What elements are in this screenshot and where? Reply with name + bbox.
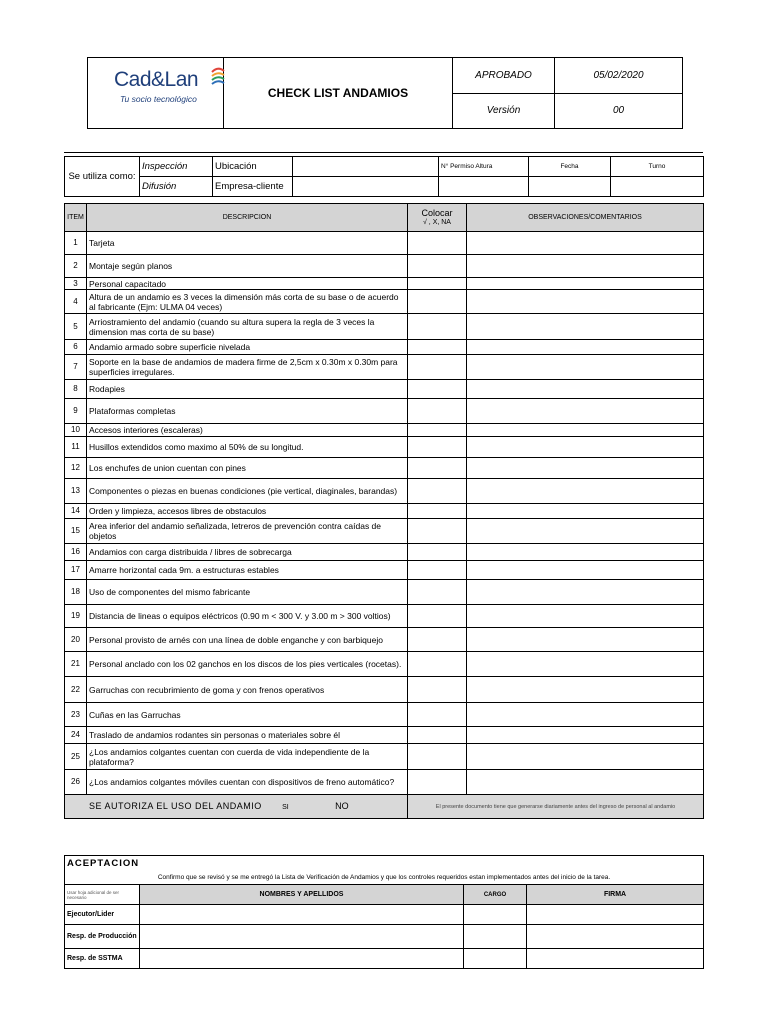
item-observation-field[interactable] xyxy=(467,519,704,544)
item-mark-field[interactable] xyxy=(408,255,467,278)
item-number: 2 xyxy=(65,255,87,278)
page-title: CHECK LIST ANDAMIOS xyxy=(224,58,453,129)
logo-swirl-icon xyxy=(210,66,226,88)
item-observation-field[interactable] xyxy=(467,652,704,677)
names-header: NOMBRES Y APELLIDOS xyxy=(140,885,464,905)
logo-cell xyxy=(88,58,224,129)
signature-header: FIRMA xyxy=(527,885,704,905)
item-number: 15 xyxy=(65,519,87,544)
executor-signature-field[interactable] xyxy=(527,905,704,925)
table-row xyxy=(65,424,704,437)
item-observation-field[interactable] xyxy=(467,399,704,424)
item-mark-field[interactable] xyxy=(408,479,467,504)
item-mark-field[interactable] xyxy=(408,677,467,703)
item-mark-field[interactable] xyxy=(408,605,467,628)
extra-sheet-note: Usar hoja adicional de ser necesario xyxy=(65,885,140,905)
col-description-header: DESCRIPCION xyxy=(87,204,408,232)
authorize-no[interactable]: NO xyxy=(335,800,349,811)
sstma-signature-field[interactable] xyxy=(527,949,704,969)
permit-field[interactable] xyxy=(439,177,529,197)
production-position-field[interactable] xyxy=(464,925,527,949)
table-row xyxy=(65,479,704,504)
item-mark-field[interactable] xyxy=(408,399,467,424)
table-row xyxy=(65,278,704,290)
checklist-table xyxy=(64,203,704,819)
table-row xyxy=(65,314,704,340)
item-number: 22 xyxy=(65,677,87,703)
item-number: 7 xyxy=(65,355,87,380)
item-observation-field[interactable] xyxy=(467,355,704,380)
executor-position-field[interactable] xyxy=(464,905,527,925)
item-observation-field[interactable] xyxy=(467,628,704,652)
item-observation-field[interactable] xyxy=(467,479,704,504)
item-number: 11 xyxy=(65,437,87,458)
table-row xyxy=(65,380,704,399)
item-number: 24 xyxy=(65,727,87,744)
item-number: 1 xyxy=(65,232,87,255)
authorize-yes[interactable]: SI xyxy=(282,803,289,811)
item-mark-field[interactable] xyxy=(408,703,467,727)
item-mark-field[interactable] xyxy=(408,519,467,544)
item-number: 5 xyxy=(65,314,87,340)
item-description: Rodapies xyxy=(87,380,408,399)
item-mark-field[interactable] xyxy=(408,380,467,399)
executor-name-field[interactable] xyxy=(140,905,464,925)
logo: Cad&Lan xyxy=(114,68,199,91)
item-mark-field[interactable] xyxy=(408,628,467,652)
item-description: Accesos interiores (escaleras) xyxy=(87,424,408,437)
version-value: 00 xyxy=(555,93,683,129)
table-row xyxy=(65,437,704,458)
item-observation-field[interactable] xyxy=(467,278,704,290)
authorize-cell xyxy=(65,795,408,819)
item-description: Garruchas con recubrimiento de goma y con frenos operativos xyxy=(87,677,408,703)
diffusion-label: Difusión xyxy=(140,177,213,197)
location-label: Ubicación xyxy=(213,157,293,177)
item-observation-field[interactable] xyxy=(467,380,704,399)
item-description: Amarre horizontal cada 9m. a estructuras estables xyxy=(87,561,408,580)
item-description: Montaje según planos xyxy=(87,255,408,278)
item-observation-field[interactable] xyxy=(467,290,704,314)
item-mark-field[interactable] xyxy=(408,561,467,580)
item-description: Altura de un andamio es 3 veces la dimensión más corta de su base o de acuerdo al fabricante (Ejm: ULMA 04 veces) xyxy=(87,290,408,314)
table-row xyxy=(65,770,704,795)
item-description: Distancia de lineas o equipos eléctricos (0.90 m < 300 V. y 3.00 m > 300 voltios) xyxy=(87,605,408,628)
item-mark-field[interactable] xyxy=(408,652,467,677)
header-table xyxy=(87,57,683,129)
table-row xyxy=(65,744,704,770)
table-row xyxy=(65,340,704,355)
item-observation-field[interactable] xyxy=(467,424,704,437)
item-mark-field[interactable] xyxy=(408,355,467,380)
item-description: Soporte en la base de andamios de madera firme de 2,5cm x 0.30m x 0.30m para superficies irregulares. xyxy=(87,355,408,380)
table-row xyxy=(65,255,704,278)
item-mark-field[interactable] xyxy=(408,744,467,770)
item-mark-field[interactable] xyxy=(408,544,467,561)
item-number: 23 xyxy=(65,703,87,727)
item-description: Personal provisto de arnés con una línea de doble enganche y con barbiquejo xyxy=(87,628,408,652)
item-mark-field[interactable] xyxy=(408,458,467,479)
item-description: Personal anclado con los 02 ganchos en los discos de los pies verticales (rocetas). xyxy=(87,652,408,677)
shift-field[interactable] xyxy=(611,177,704,197)
table-row xyxy=(65,703,704,727)
item-observation-field[interactable] xyxy=(467,458,704,479)
date-field[interactable] xyxy=(529,177,611,197)
table-row xyxy=(65,628,704,652)
production-label: Resp. de Producción xyxy=(65,925,140,949)
daily-note: El presente documento tiene que generarse diariamente antes del ingreso de personal al andamio xyxy=(408,795,704,819)
approved-date: 05/02/2020 xyxy=(555,58,683,94)
uses-label: Se utiliza como: xyxy=(65,157,140,197)
item-number: 4 xyxy=(65,290,87,314)
item-number: 18 xyxy=(65,580,87,605)
table-row xyxy=(65,652,704,677)
item-observation-field[interactable] xyxy=(467,340,704,355)
item-number: 26 xyxy=(65,770,87,795)
item-description: Andamio armado sobre superficie nivelada xyxy=(87,340,408,355)
sstma-label: Resp. de SSTMA xyxy=(65,949,140,969)
divider xyxy=(64,152,703,153)
production-signature-field[interactable] xyxy=(527,925,704,949)
item-observation-field[interactable] xyxy=(467,703,704,727)
table-row xyxy=(65,355,704,380)
table-row xyxy=(65,458,704,479)
item-observation-field[interactable] xyxy=(467,232,704,255)
item-number: 10 xyxy=(65,424,87,437)
item-observation-field[interactable] xyxy=(467,727,704,744)
location-field[interactable] xyxy=(293,157,439,177)
item-number: 3 xyxy=(65,278,87,290)
permit-label: N° Permiso Altura xyxy=(439,157,529,177)
item-number: 19 xyxy=(65,605,87,628)
col-mark-title: Colocar xyxy=(421,207,453,218)
item-observation-field[interactable] xyxy=(467,580,704,605)
item-description: Componentes o piezas en buenas condiciones (pie vertical, diaginales, barandas) xyxy=(87,479,408,504)
shift-label: Turno xyxy=(611,157,704,177)
item-mark-field[interactable] xyxy=(408,770,467,795)
table-row xyxy=(65,580,704,605)
item-number: 12 xyxy=(65,458,87,479)
sstma-name-field[interactable] xyxy=(140,949,464,969)
item-mark-field[interactable] xyxy=(408,580,467,605)
version-label: Versión xyxy=(453,93,555,129)
position-header: CARGO xyxy=(464,885,527,905)
item-description: Uso de componentes del mismo fabricante xyxy=(87,580,408,605)
production-name-field[interactable] xyxy=(140,925,464,949)
item-observation-field[interactable] xyxy=(467,255,704,278)
item-number: 20 xyxy=(65,628,87,652)
item-description: Andamios con carga distribuida / libres de sobrecarga xyxy=(87,544,408,561)
col-mark-header xyxy=(408,204,467,232)
item-mark-field[interactable] xyxy=(408,232,467,255)
col-item-header: ITEM xyxy=(65,204,87,232)
acceptance-table xyxy=(64,855,704,969)
item-observation-field[interactable] xyxy=(467,314,704,340)
acceptance-statement: Confirmo que se revisó y se me entregó la Lista de Verificación de Andamios y que los controles requeridos estan implementados antes del inicio de la tarea. xyxy=(65,870,704,885)
item-number: 8 xyxy=(65,380,87,399)
col-observations-header: OBSERVACIONES/COMENTARIOS xyxy=(467,204,704,232)
table-row xyxy=(65,605,704,628)
item-description: Tarjeta xyxy=(87,232,408,255)
item-mark-field[interactable] xyxy=(408,437,467,458)
table-row xyxy=(65,727,704,744)
logo-tagline: Tu socio tecnológico xyxy=(120,94,197,104)
item-description: Traslado de andamios rodantes sin personas o materiales sobre él xyxy=(87,727,408,744)
table-row xyxy=(65,290,704,314)
inspection-label: Inspección xyxy=(140,157,213,177)
company-field[interactable] xyxy=(293,177,439,197)
item-number: 17 xyxy=(65,561,87,580)
item-number: 16 xyxy=(65,544,87,561)
table-row xyxy=(65,677,704,703)
item-description: Orden y limpieza, accesos libres de obstaculos xyxy=(87,504,408,519)
item-mark-field[interactable] xyxy=(408,290,467,314)
item-description: Arriostramiento del andamio (cuando su altura supera la regla de 3 veces la dimension mas corta de su base) xyxy=(87,314,408,340)
info-table xyxy=(64,156,704,197)
item-description: ¿Los andamios colgantes cuentan con cuerda de vida independiente de la plataforma? xyxy=(87,744,408,770)
table-row xyxy=(65,232,704,255)
item-mark-field[interactable] xyxy=(408,424,467,437)
item-number: 13 xyxy=(65,479,87,504)
item-mark-field[interactable] xyxy=(408,727,467,744)
executor-label: Ejecutor/Lider xyxy=(65,905,140,925)
table-row xyxy=(65,399,704,424)
item-observation-field[interactable] xyxy=(467,544,704,561)
item-observation-field[interactable] xyxy=(467,770,704,795)
item-number: 21 xyxy=(65,652,87,677)
col-mark-sub: √ , X, NA xyxy=(423,218,451,226)
item-mark-field[interactable] xyxy=(408,278,467,290)
item-mark-field[interactable] xyxy=(408,504,467,519)
item-description: Los enchufes de union cuentan con pines xyxy=(87,458,408,479)
item-mark-field[interactable] xyxy=(408,340,467,355)
item-observation-field[interactable] xyxy=(467,437,704,458)
date-label: Fecha xyxy=(529,157,611,177)
company-label: Empresa-cliente xyxy=(213,177,293,197)
item-description: ¿Los andamios colgantes móviles cuentan con dispositivos de freno automático? xyxy=(87,770,408,795)
authorize-label: SE AUTORIZA EL USO DEL ANDAMIO xyxy=(89,800,262,811)
item-observation-field[interactable] xyxy=(467,504,704,519)
item-mark-field[interactable] xyxy=(408,314,467,340)
item-observation-field[interactable] xyxy=(467,744,704,770)
item-observation-field[interactable] xyxy=(467,561,704,580)
sstma-position-field[interactable] xyxy=(464,949,527,969)
table-row xyxy=(65,519,704,544)
table-row xyxy=(65,504,704,519)
item-description: Area inferior del andamio señalizada, letreros de prevención contra caídas de objetos xyxy=(87,519,408,544)
item-number: 25 xyxy=(65,744,87,770)
table-row xyxy=(65,544,704,561)
item-observation-field[interactable] xyxy=(467,605,704,628)
table-row xyxy=(65,561,704,580)
acceptance-title: ACEPTACION xyxy=(65,856,704,871)
item-description: Personal capacitado xyxy=(87,278,408,290)
item-number: 14 xyxy=(65,504,87,519)
item-description: Husillos extendidos como maximo al 50% de su longitud. xyxy=(87,437,408,458)
item-description: Cuñas en las Garruchas xyxy=(87,703,408,727)
item-number: 6 xyxy=(65,340,87,355)
item-description: Plataformas completas xyxy=(87,399,408,424)
approved-label: APROBADO xyxy=(453,58,555,94)
item-number: 9 xyxy=(65,399,87,424)
item-observation-field[interactable] xyxy=(467,677,704,703)
